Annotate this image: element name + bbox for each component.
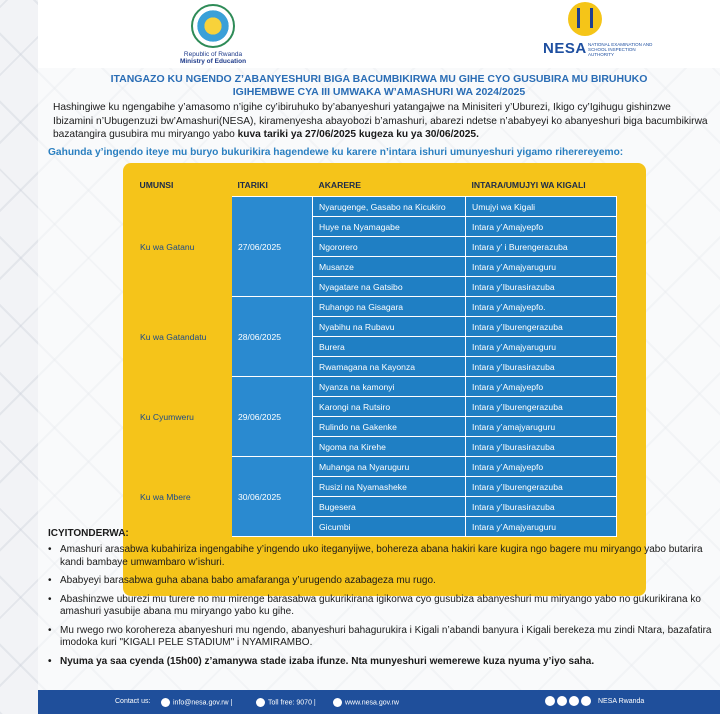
province-cell: Intara y’Iburasirazuba [466,497,617,517]
district-cell: Rusizi na Nyamasheke [313,477,466,497]
instagram-icon[interactable] [557,696,567,706]
intro-paragraph [53,101,713,142]
province-cell: Umujyi wa Kigali [466,197,617,217]
district-cell: Ngoma na Kirehe [313,437,466,457]
district-cell: Gicumbi [313,517,466,537]
intro-text: Hashingiwe ku ngengabihe y’amasomo n’igihe cy’ibiruhuko by’abanyeshuri yatangajwe na Minisiteri y’Uburezi, Ikigo cy’Igihugu gishinzwe Ibizamini n’Ubugenzuzi bw’Amashuri(NESA), kiramenyesha abayobozi b’amashuri, abarezi ndetse n’ababyeyi ko abanyeshuri biga bacumbikirwa bazatangira gusubira mu miryango yabo [53,102,708,140]
intro-dates: kuva tariki ya 27/06/2025 kugeza ku ya 30/06/2025. [237,129,479,140]
table-header-row [134,173,617,197]
district-cell: Karongi na Rutsiro [313,397,466,417]
header-province: INTARA/UMUJYI WA KIGALI [466,173,617,197]
date-cell: 29/06/2025 [232,377,313,457]
district-cell: Burera [313,337,466,357]
notes-list [46,544,720,674]
list-item: • Ababyeyi barasabwa guha abana babo amafaranga y’urugendo azabageza mu rugo. [60,575,720,588]
republic-label: Republic of Rwanda [183,51,243,58]
title-line-1: ITANGAZO KU NGENDO Z’ABANYESHURI BIGA BACUMBIKIRWA MU GIHE CYO GUSUBIRA MU BIRUHUKO [110,73,648,85]
table-row [134,297,617,317]
province-cell: Intara y’Amajyepfo [466,217,617,237]
day-cell: Ku wa Mbere [134,457,232,537]
province-cell: Intara y’Iburengerazuba [466,317,617,337]
email-icon [161,698,170,707]
footer-bar [38,690,720,714]
announcement-title [38,73,720,99]
letterhead [38,0,720,68]
district-cell: Nyagatare na Gatsibo [313,277,466,297]
schedule-table [133,173,617,537]
district-cell: Nyanza na kamonyi [313,377,466,397]
province-cell: Intara y’Iburengerazuba [466,397,617,417]
website-link[interactable] [333,698,399,707]
district-cell: Muhanga na Nyaruguru [313,457,466,477]
tollfree-text: Toll free: 9070 | [268,699,316,707]
rwanda-seal-icon [191,4,235,48]
nesa-wordmark: NESA [543,40,587,57]
globe-icon [333,698,342,707]
title-line-2: IGIHEMBWE CYA III UMWAKA W’AMASHURI WA 2024/2025 [232,86,526,98]
district-cell: Rulindo na Gakenke [313,417,466,437]
province-cell: Intara y’Iburengerazuba [466,477,617,497]
date-cell: 30/06/2025 [232,457,313,537]
facebook-icon[interactable] [569,696,579,706]
x-icon[interactable] [545,696,555,706]
list-item: • Amashuri arasabwa kubahiriza ingengabihe y’ingendo uko iteganyijwe, bohereza abana hakiri kare kugira ngo bagere mu miryango yabo butarira kandi bambaye umwambaro w’ishuri. [60,544,720,569]
province-cell: Intara y’ i Burengerazuba [466,237,617,257]
list-item: • Nyuma ya saa cyenda (15h00) z’amanywa stade izaba ifunze. Nta munyeshuri wemerewe kuza nyuma y’iyo saha. [60,656,720,669]
district-cell: Ruhango na Gisagara [313,297,466,317]
province-cell: Intara y’Iburasirazuba [466,357,617,377]
header-date: ITARIKI [232,173,313,197]
table-body [134,197,617,537]
province-cell: Intara y’Amajyaruguru [466,257,617,277]
email-link[interactable] [161,698,232,707]
phone-icon [256,698,265,707]
nesa-emblem-icon [568,2,602,36]
notes-heading: ICYITONDERWA: [48,528,129,539]
day-cell: Ku Cyumweru [134,377,232,457]
youtube-icon[interactable] [581,696,591,706]
ministry-logo [163,4,263,65]
day-cell: Ku wa Gatandatu [134,297,232,377]
list-item: • Abashinzwe uburezi mu turere no mu mirenge barasabwa gukurikirana igikorwa cyo gusubiza abanyeshuri mu miryango yabo no gukurikirana ko amashuri yasubije abana mu miryango yabo ku gihe. [60,594,720,619]
province-cell: Intara y’amajyaruguru [466,417,617,437]
announcement-body [38,68,720,690]
date-cell: 27/06/2025 [232,197,313,297]
province-cell: Intara y’Iburasirazuba [466,277,617,297]
social-handle: NESA Rwanda [598,698,645,705]
ministry-label: Ministry of Education [179,58,247,65]
list-item: • Mu rwego rwo korohereza abanyeshuri mu ngendo, abanyeshuri bahagurukira i Kigali n’abandi banyura i Kigali berekeza mu zindi Ntara, bazafatira imodoka kuri "KIGALI PELE STADIUM" i NYAMIRAMBO. [60,625,720,650]
district-cell: Nyabihu na Rubavu [313,317,466,337]
district-cell: Musanze [313,257,466,277]
province-cell: Intara y’Amajyepfo. [466,297,617,317]
district-cell: Bugesera [313,497,466,517]
day-cell: Ku wa Gatanu [134,197,232,297]
date-cell: 28/06/2025 [232,297,313,377]
province-cell: Intara y’Amajyepfo [466,377,617,397]
province-cell: Intara y’Amajyaruguru [466,517,617,537]
social-icons [545,696,593,708]
nesa-subtitle: NATIONAL EXAMINATION AND SCHOOL INSPECTION AUTHORITY [588,42,653,57]
province-cell: Intara y’Amajyaruguru [466,337,617,357]
schedule-table-card [123,163,646,596]
website-text: www.nesa.gov.rw [345,699,399,707]
district-cell: Rwamagana na Kayonza [313,357,466,377]
province-cell: Intara y’Iburasirazuba [466,437,617,457]
header-district: AKARERE [313,173,466,197]
district-cell: Ngororero [313,237,466,257]
table-row [134,197,617,217]
district-cell: Huye na Nyamagabe [313,217,466,237]
contact-label: Contact us: [115,698,151,705]
tollfree-info [256,698,316,707]
header-day: UMUNSI [134,173,232,197]
table-row [134,457,617,477]
province-cell: Intara y’Amajyepfo [466,457,617,477]
schedule-subheading: Gahunda y’ingendo iteye mu buryo bukurikira hagendewe ku karere n’intara ishuri umunyeshuri yigamo riherereyemo: [48,147,624,158]
district-cell: Nyarugenge, Gasabo na Kicukiro [313,197,466,217]
table-row [134,377,617,397]
email-text: info@nesa.gov.rw | [173,699,233,707]
